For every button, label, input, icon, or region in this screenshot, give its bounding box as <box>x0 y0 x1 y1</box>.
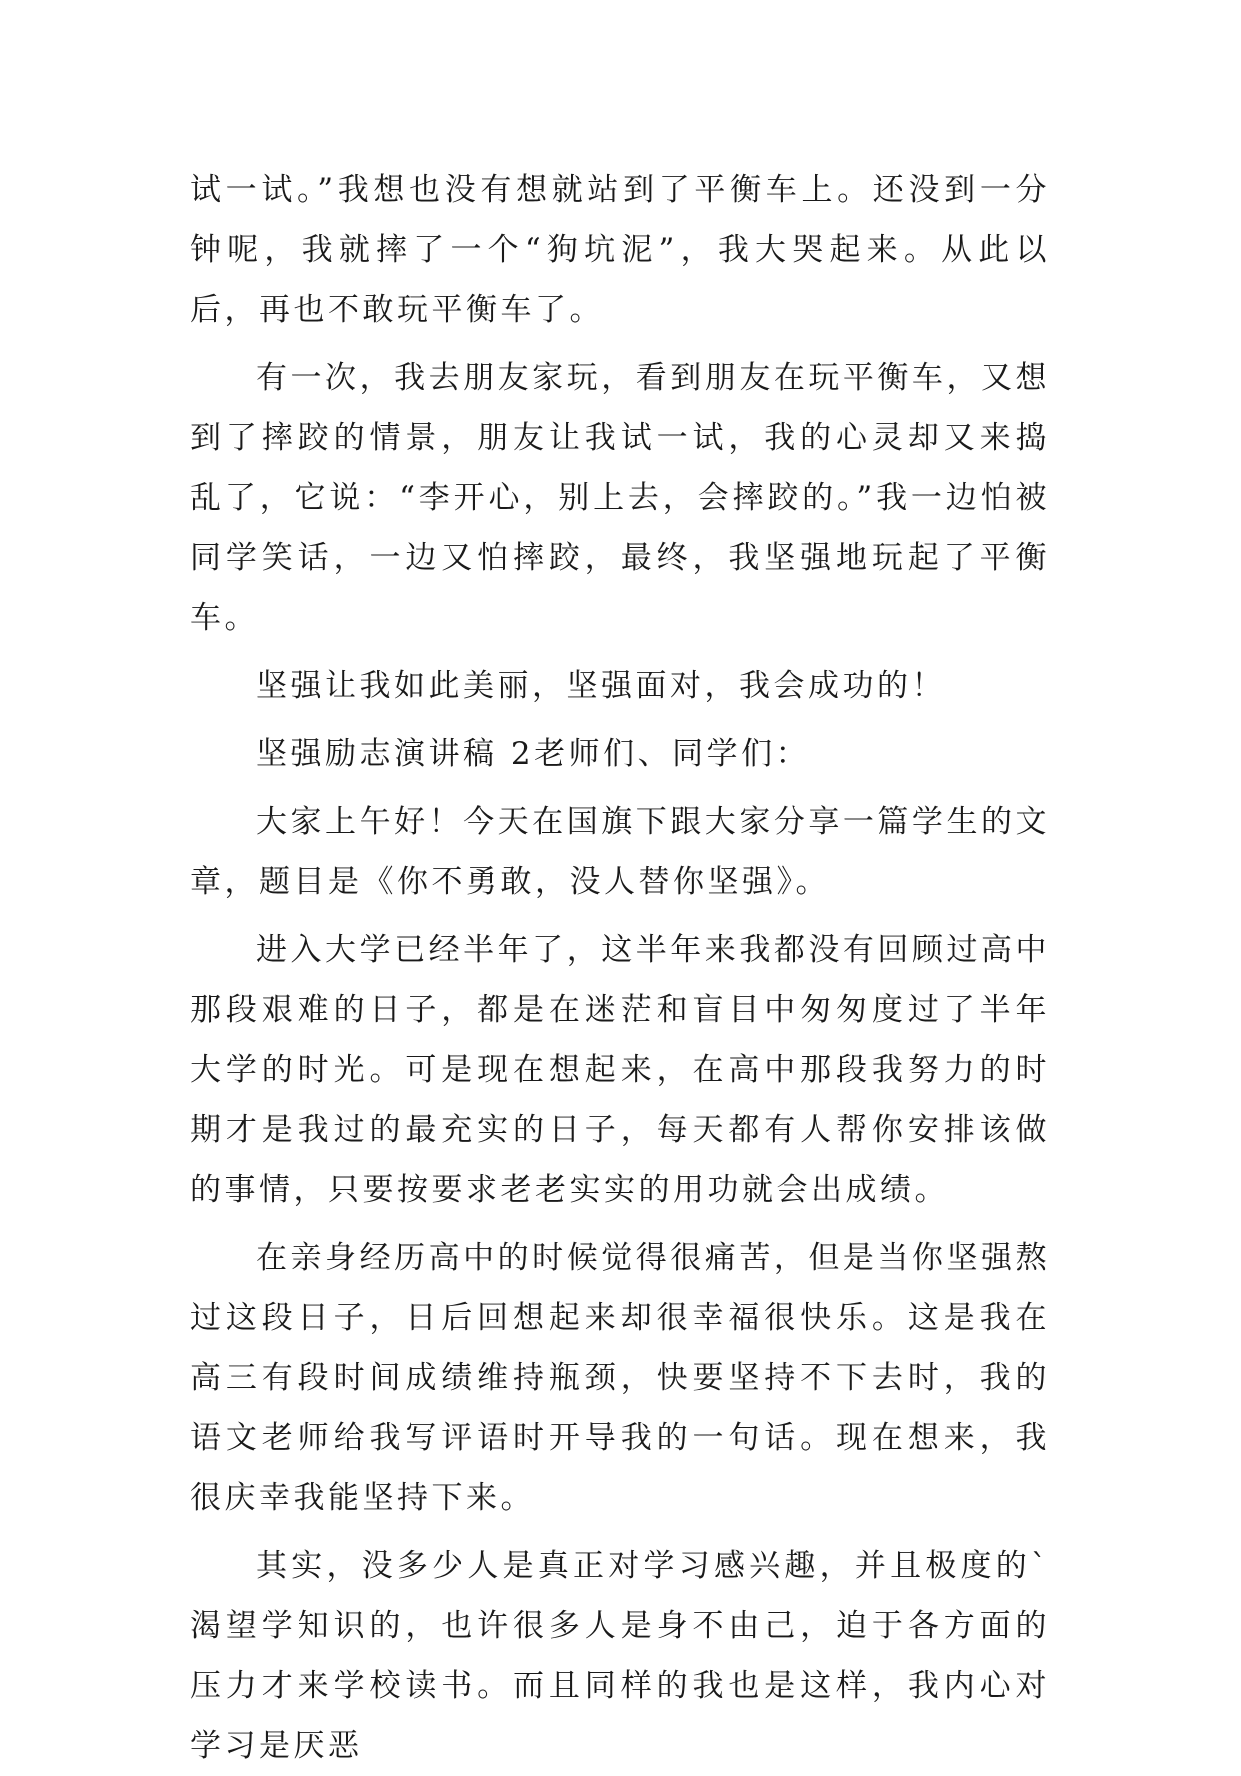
document-body <box>190 160 1050 1776</box>
paragraph: 大家上午好！今天在国旗下跟大家分享一篇学生的文章，题目是《你不勇敢，没人替你坚强》。 <box>190 804 1050 900</box>
paragraph: 坚强让我如此美丽，坚强面对，我会成功的！ <box>256 668 946 704</box>
section-heading: 坚强励志演讲稿 2老师们、同学们： <box>256 736 811 772</box>
paragraph-continued: 试一试。”我想也没有想就站到了平衡车上。还没到一分钟呢，我就摔了一个“狗坑泥”，我大哭起来。从此以后，再也不敢玩平衡车了。 <box>190 172 1050 328</box>
paragraph: 其实，没多少人是真正对学习感兴趣，并且极度的`渴望学知识的，也许很多人是身不由己，迫于各方面的压力才来学校读书。而且同样的我也是这样，我内心对学习是厌恶 <box>190 1548 1050 1764</box>
paragraph: 有一次，我去朋友家玩，看到朋友在玩平衡车，又想到了摔跤的情景，朋友让我试一试，我的心灵却又来捣乱了，它说：“李开心，别上去，会摔跤的。”我一边怕被同学笑话，一边又怕摔跤，最终，我坚强地玩起了平衡车。 <box>190 360 1050 636</box>
paragraph: 进入大学已经半年了，这半年来我都没有回顾过高中那段艰难的日子，都是在迷茫和盲目中匆匆度过了半年大学的时光。可是现在想起来，在高中那段我努力的时期才是我过的最充实的日子，每天都有人帮你安排该做的事情，只要按要求老老实实的用功就会出成绩。 <box>190 932 1050 1208</box>
paragraph: 在亲身经历高中的时候觉得很痛苦，但是当你坚强熬过这段日子，日后回想起来却很幸福很快乐。这是我在高三有段时间成绩维持瓶颈，快要坚持不下去时，我的语文老师给我写评语时开导我的一句话。现在想来，我很庆幸我能坚持下来。 <box>190 1240 1050 1516</box>
